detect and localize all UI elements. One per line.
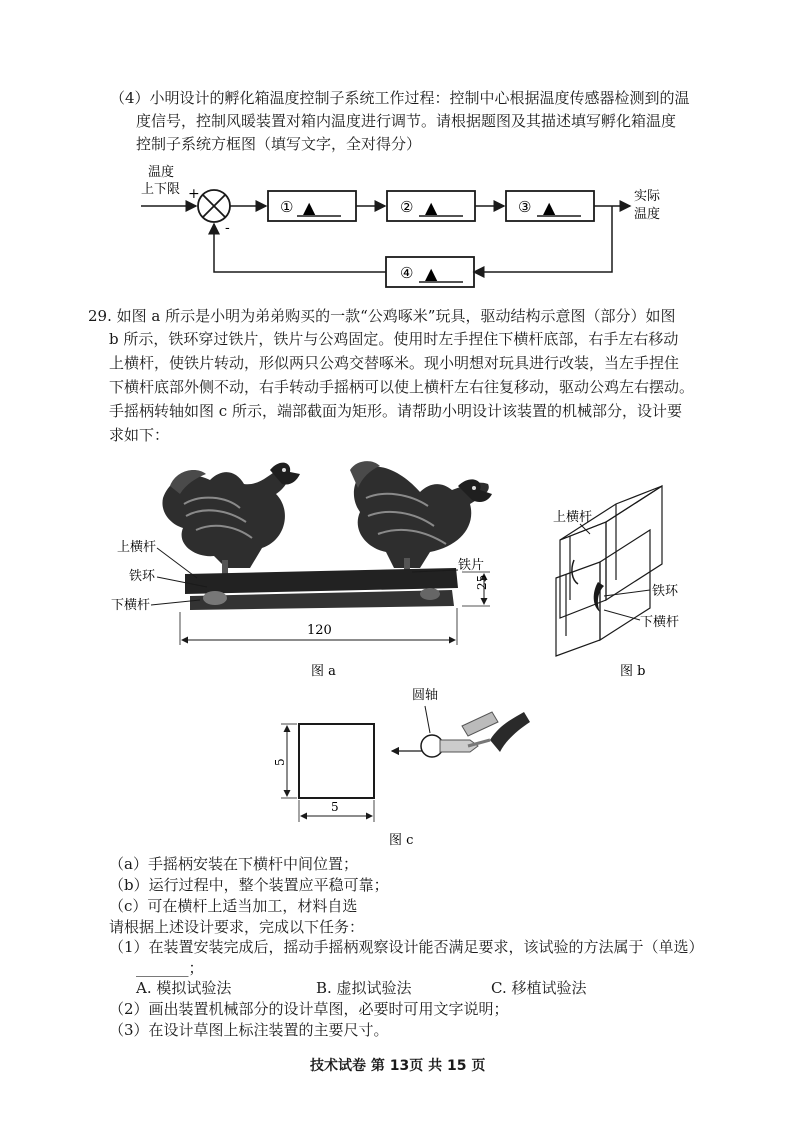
requirement-a: （a）手摇柄安装在下横杆中间位置；: [109, 855, 358, 873]
fig-c-dim-bottom: 5: [331, 800, 339, 814]
fig-c-dim-side: 5: [273, 758, 287, 766]
fig-a-label-plate: 铁片: [458, 558, 485, 573]
option-c: C. 移植试验法: [491, 979, 587, 997]
requirement-c: （c）可在横杆上适当加工，材料自选: [109, 897, 358, 915]
crank-handle-image: [421, 712, 530, 757]
q29-line-2: b 所示，铁环穿过铁片，铁片与公鸡固定。使用时左手捏住下横杆底部，右手左右移动: [109, 330, 679, 348]
shaft-cross-section: [299, 724, 374, 798]
q28-4-line-2: 度信号，控制风暖装置对箱内温度进行调节。请根据题图及其描述填写孵化箱温度: [136, 112, 677, 130]
q29-line-3: 上横杆，使铁片转动，形似两只公鸡交替啄米。现小明想对玩具进行改装，当左手捏住: [109, 354, 680, 372]
task-1-answer-blank: _______；: [136, 959, 204, 977]
fig-a-caption: 图 a: [311, 664, 336, 679]
fig-a-label-upper-bar: 上横杆: [117, 540, 157, 555]
fig-b-label-upper-bar: 上横杆: [553, 510, 593, 525]
fig-c-label-shaft: 圆轴: [412, 688, 439, 703]
input-label-2: 上下限: [141, 182, 181, 197]
fig-c-caption: 图 c: [389, 833, 414, 848]
plus-sign: +: [188, 186, 200, 202]
option-b: B. 虚拟试验法: [316, 979, 412, 997]
page-footer: 技术试卷 第 13页 共 15 页: [310, 1058, 486, 1074]
block-2-number: ②: [400, 198, 414, 216]
block-1-number: ①: [280, 198, 294, 216]
task-2: （2）画出装置机械部分的设计草图，必要时可用文字说明；: [109, 1000, 509, 1018]
requirement-b: （b）运行过程中，整个装置应平稳可靠；: [109, 876, 389, 894]
fig-b-label-ring: 铁环: [652, 584, 679, 599]
block-3-number: ③: [518, 198, 532, 216]
fig-a-label-lower-bar: 下横杆: [111, 598, 151, 613]
fig-a-label-ring: 铁环: [129, 569, 156, 584]
q29-line-4: 下横杆底部外侧不动，右手转动手摇柄可以使上横杆左右往复移动，驱动公鸡左右摆动。: [109, 378, 695, 396]
block-4-blank: ▲: [425, 264, 438, 283]
task-intro: 请根据上述设计要求，完成以下任务：: [109, 918, 365, 936]
block-2-blank: ▲: [425, 198, 438, 217]
q29-line-5: 手摇柄转轴如图 c 所示，端部截面为矩形。请帮助小明设计该装置的机械部分，设计要: [109, 402, 682, 420]
option-a: A. 模拟试验法: [136, 979, 232, 997]
output-label-2: 温度: [634, 207, 661, 222]
block-3-blank: ▲: [543, 198, 556, 217]
fig-b-caption: 图 b: [620, 664, 646, 679]
q29-line-1: 29. 如图 a 所示是小明为弟弟购买的一款“公鸡啄米”玩具，驱动结构示意图（部分）如图: [88, 307, 676, 325]
fig-a-dim-width: 120: [307, 623, 332, 638]
task-3: （3）在设计草图上标注装置的主要尺寸。: [109, 1021, 389, 1039]
block-1-blank: ▲: [303, 198, 316, 217]
minus-sign: -: [225, 220, 230, 236]
block-4-number: ④: [400, 264, 414, 282]
q28-4-line-3: 控制子系统方框图（填写文字，全对得分）: [136, 135, 422, 153]
fig-a-dim-height: 25: [475, 574, 489, 590]
input-label-1: 温度: [148, 165, 175, 180]
fig-b-label-lower-bar: 下横杆: [640, 615, 680, 630]
q29-line-6: 求如下：: [109, 426, 170, 444]
task-1: （1）在装置安装完成后，摇动手摇柄观察设计能否满足要求，该试验的方法属于（单选）: [109, 938, 704, 956]
output-label-1: 实际: [634, 189, 661, 204]
q28-4-line-1: （4）小明设计的孵化箱温度控制子系统工作过程：控制中心根据温度传感器检测到的温: [110, 89, 690, 107]
